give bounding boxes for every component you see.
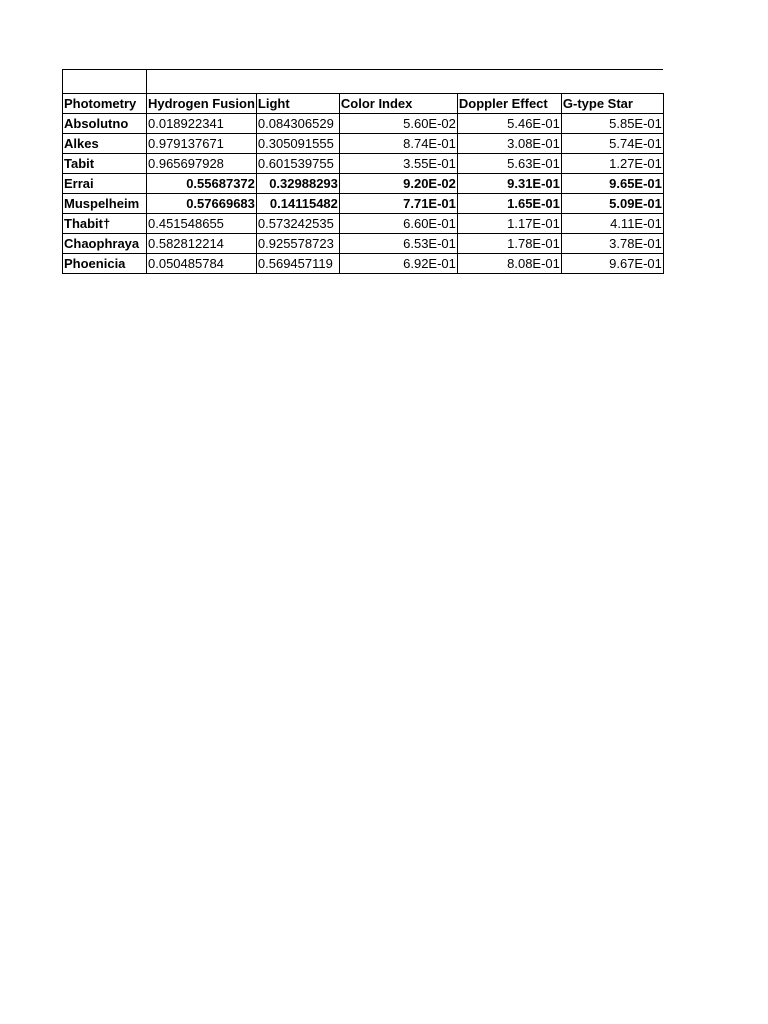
cell-hydrogen-fusion: 0.979137671	[147, 134, 257, 154]
cell-light: 0.32988293	[256, 174, 339, 194]
cell-doppler-effect: 5.63E-01	[457, 154, 561, 174]
cell-doppler-effect: 1.17E-01	[457, 214, 561, 234]
cell-name: Alkes	[63, 134, 147, 154]
cell-doppler-effect: 8.08E-01	[457, 254, 561, 274]
cell-color-index: 6.92E-01	[339, 254, 457, 274]
cell-name: Chaophraya	[63, 234, 147, 254]
header-hydrogen-fusion: Hydrogen Fusion	[147, 94, 257, 114]
cell-light: 0.305091555	[256, 134, 339, 154]
header-color-index: Color Index	[339, 94, 457, 114]
cell-g-type-star: 4.11E-01	[561, 214, 663, 234]
cell-name: Muspelheim	[63, 194, 147, 214]
cell-hydrogen-fusion: 0.965697928	[147, 154, 257, 174]
cell-light: 0.084306529	[256, 114, 339, 134]
cell-light: 0.573242535	[256, 214, 339, 234]
cell-doppler-effect: 1.78E-01	[457, 234, 561, 254]
cell-name: Absolutno	[63, 114, 147, 134]
top-left-cell	[63, 70, 147, 94]
cell-color-index: 5.60E-02	[339, 114, 457, 134]
cell-light: 0.601539755	[256, 154, 339, 174]
cell-light: 0.925578723	[256, 234, 339, 254]
table-row	[63, 114, 664, 134]
cell-g-type-star: 5.85E-01	[561, 114, 663, 134]
cell-color-index: 6.60E-01	[339, 214, 457, 234]
cell-name: Tabit	[63, 154, 147, 174]
cell-color-index: 8.74E-01	[339, 134, 457, 154]
table-row	[63, 154, 664, 174]
table-row	[63, 254, 664, 274]
cell-light: 0.569457119	[256, 254, 339, 274]
header-photometry: Photometry	[63, 94, 147, 114]
table-row	[63, 234, 664, 254]
cell-doppler-effect: 5.46E-01	[457, 114, 561, 134]
cell-hydrogen-fusion: 0.582812214	[147, 234, 257, 254]
cell-light: 0.14115482	[256, 194, 339, 214]
cell-g-type-star: 3.78E-01	[561, 234, 663, 254]
cell-hydrogen-fusion: 0.57669683	[147, 194, 257, 214]
cell-name: Thabit†	[63, 214, 147, 234]
cell-hydrogen-fusion: 0.55687372	[147, 174, 257, 194]
cell-color-index: 7.71E-01	[339, 194, 457, 214]
cell-hydrogen-fusion: 0.050485784	[147, 254, 257, 274]
data-table	[62, 69, 664, 274]
header-row	[63, 94, 664, 114]
cell-doppler-effect: 1.65E-01	[457, 194, 561, 214]
top-blank-row	[63, 70, 664, 94]
cell-g-type-star: 9.67E-01	[561, 254, 663, 274]
cell-doppler-effect: 3.08E-01	[457, 134, 561, 154]
cell-color-index: 6.53E-01	[339, 234, 457, 254]
cell-doppler-effect: 9.31E-01	[457, 174, 561, 194]
cell-g-type-star: 5.09E-01	[561, 194, 663, 214]
table-row	[63, 134, 664, 154]
cell-hydrogen-fusion: 0.451548655	[147, 214, 257, 234]
cell-g-type-star: 1.27E-01	[561, 154, 663, 174]
cell-g-type-star: 9.65E-01	[561, 174, 663, 194]
table-row	[63, 174, 664, 194]
header-doppler-effect: Doppler Effect	[457, 94, 561, 114]
header-g-type-star: G-type Star	[561, 94, 663, 114]
cell-hydrogen-fusion: 0.018922341	[147, 114, 257, 134]
top-merged-cell	[147, 70, 664, 94]
cell-name: Phoenicia	[63, 254, 147, 274]
table-row	[63, 214, 664, 234]
header-light: Light	[256, 94, 339, 114]
cell-color-index: 3.55E-01	[339, 154, 457, 174]
cell-g-type-star: 5.74E-01	[561, 134, 663, 154]
cell-color-index: 9.20E-02	[339, 174, 457, 194]
cell-name: Errai	[63, 174, 147, 194]
table-row	[63, 194, 664, 214]
